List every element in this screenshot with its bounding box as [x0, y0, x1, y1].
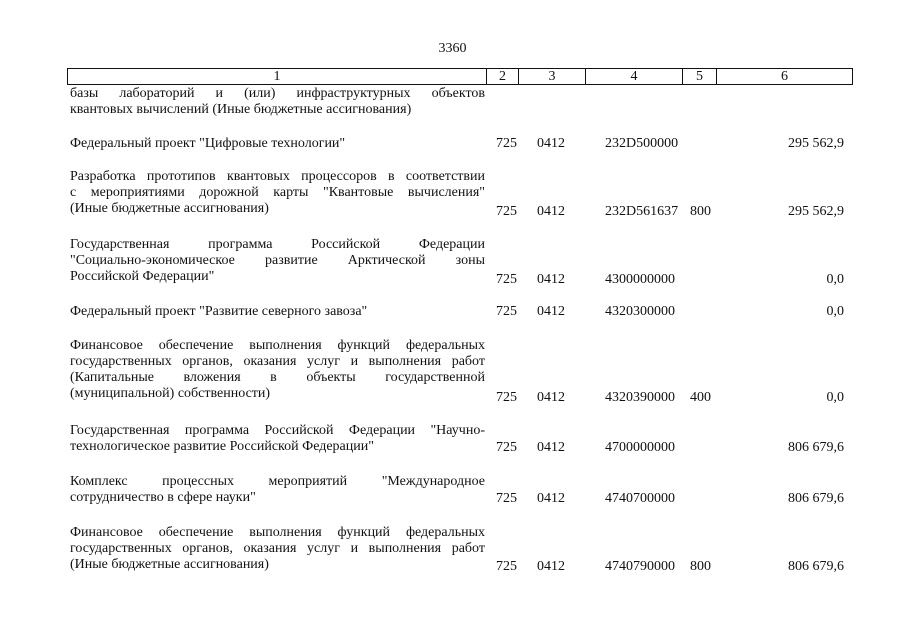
cell-col-3: 0412 — [537, 136, 565, 151]
page-number: 3360 — [438, 41, 467, 56]
table-row — [0, 423, 905, 457]
table-row — [0, 338, 905, 406]
row-name-line: сотрудничество в сфере науки" — [70, 490, 256, 505]
row-name-line: квантовых вычислений (Иные бюджетные ассигнования) — [70, 102, 412, 117]
row-name — [70, 136, 485, 152]
cell-col-4: 4320390000 — [605, 390, 675, 405]
row-name-line: Комплекс процессных мероприятий "Международное — [70, 474, 485, 489]
cell-col-6: 0,0 — [826, 272, 844, 287]
table-row — [0, 169, 905, 219]
cell-col-2: 725 — [496, 559, 517, 574]
table-row — [0, 304, 905, 322]
row-name-line: базы лабораторий и (или) инфраструктурных объектов — [70, 86, 485, 101]
cell-col-5: 800 — [690, 559, 711, 574]
row-name-line: (Иные бюджетные ассигнования) — [70, 557, 269, 572]
row-name-line: (муниципальной) собственности) — [70, 386, 271, 401]
cell-col-6: 806 679,6 — [788, 491, 844, 506]
cell-col-6: 806 679,6 — [788, 440, 844, 455]
cell-col-2: 725 — [496, 204, 517, 219]
row-name-line: с мероприятиями дорожной карты "Квантовые вычисления" — [70, 185, 485, 200]
cell-col-3: 0412 — [537, 491, 565, 506]
cell-col-2: 725 — [496, 272, 517, 287]
cell-col-2: 725 — [496, 136, 517, 151]
row-name — [70, 237, 485, 285]
row-name-line: государственных органов, оказания услуг и выполнения работ — [70, 354, 485, 369]
row-name — [70, 423, 485, 455]
header-col-1: 1 — [67, 68, 487, 85]
table-row — [0, 474, 905, 508]
cell-col-3: 0412 — [537, 559, 565, 574]
header-col-4: 4 — [585, 68, 683, 85]
row-name-line: Финансовое обеспечение выполнения функций федеральных — [70, 338, 485, 353]
row-name — [70, 338, 485, 402]
cell-col-2: 725 — [496, 440, 517, 455]
table-row — [0, 136, 905, 154]
cell-col-2: 725 — [496, 390, 517, 405]
cell-col-6: 295 562,9 — [788, 204, 844, 219]
cell-col-4: 4300000000 — [605, 272, 675, 287]
row-name-line: (Капитальные вложения в объекты государственной — [70, 370, 485, 385]
cell-col-4: 4740700000 — [605, 491, 675, 506]
table-row — [0, 525, 905, 575]
cell-col-2: 725 — [496, 304, 517, 319]
row-name-line: (Иные бюджетные ассигнования) — [70, 201, 269, 216]
row-name-line: государственных органов, оказания услуг и выполнения работ — [70, 541, 485, 556]
row-name — [70, 86, 485, 118]
cell-col-3: 0412 — [537, 440, 565, 455]
row-name-line: Федеральный проект "Цифровые технологии" — [70, 136, 346, 151]
cell-col-6: 0,0 — [826, 390, 844, 405]
row-name — [70, 525, 485, 573]
row-name-line: Российской Федерации" — [70, 269, 215, 284]
header-col-2: 2 — [486, 68, 519, 85]
cell-col-3: 0412 — [537, 304, 565, 319]
table-header — [67, 68, 853, 86]
cell-col-4: 232D500000 — [605, 136, 679, 151]
header-col-5: 5 — [682, 68, 717, 85]
cell-col-3: 0412 — [537, 390, 565, 405]
row-name — [70, 474, 485, 506]
cell-col-4: 4740790000 — [605, 559, 675, 574]
cell-col-5: 800 — [690, 204, 711, 219]
row-name-line: технологическое развитие Российской Федерации" — [70, 439, 374, 454]
cell-col-6: 295 562,9 — [788, 136, 844, 151]
cell-col-4: 4320300000 — [605, 304, 675, 319]
cell-col-3: 0412 — [537, 272, 565, 287]
cell-col-4: 232D561637 — [605, 204, 679, 219]
header-col-3: 3 — [518, 68, 586, 85]
cell-col-2: 725 — [496, 491, 517, 506]
cell-col-4: 4700000000 — [605, 440, 675, 455]
row-name-line: Разработка прототипов квантовых процессоров в соответствии — [70, 169, 485, 184]
row-name-line: Финансовое обеспечение выполнения функций федеральных — [70, 525, 485, 540]
cell-col-6: 806 679,6 — [788, 559, 844, 574]
row-name-line: Государственная программа Российской Федерации "Научно- — [70, 423, 485, 438]
header-col-6: 6 — [716, 68, 853, 85]
row-name — [70, 304, 485, 320]
table-row — [0, 237, 905, 287]
cell-col-5: 400 — [690, 390, 711, 405]
row-name-line: Федеральный проект "Развитие северного завоза" — [70, 304, 368, 319]
row-name — [70, 169, 485, 217]
cell-col-3: 0412 — [537, 204, 565, 219]
cell-col-6: 0,0 — [826, 304, 844, 319]
table-row — [0, 86, 905, 120]
row-name-line: "Социально-экономическое развитие Арктической зоны — [70, 253, 485, 268]
row-name-line: Государственная программа Российской Федерации — [70, 237, 485, 252]
